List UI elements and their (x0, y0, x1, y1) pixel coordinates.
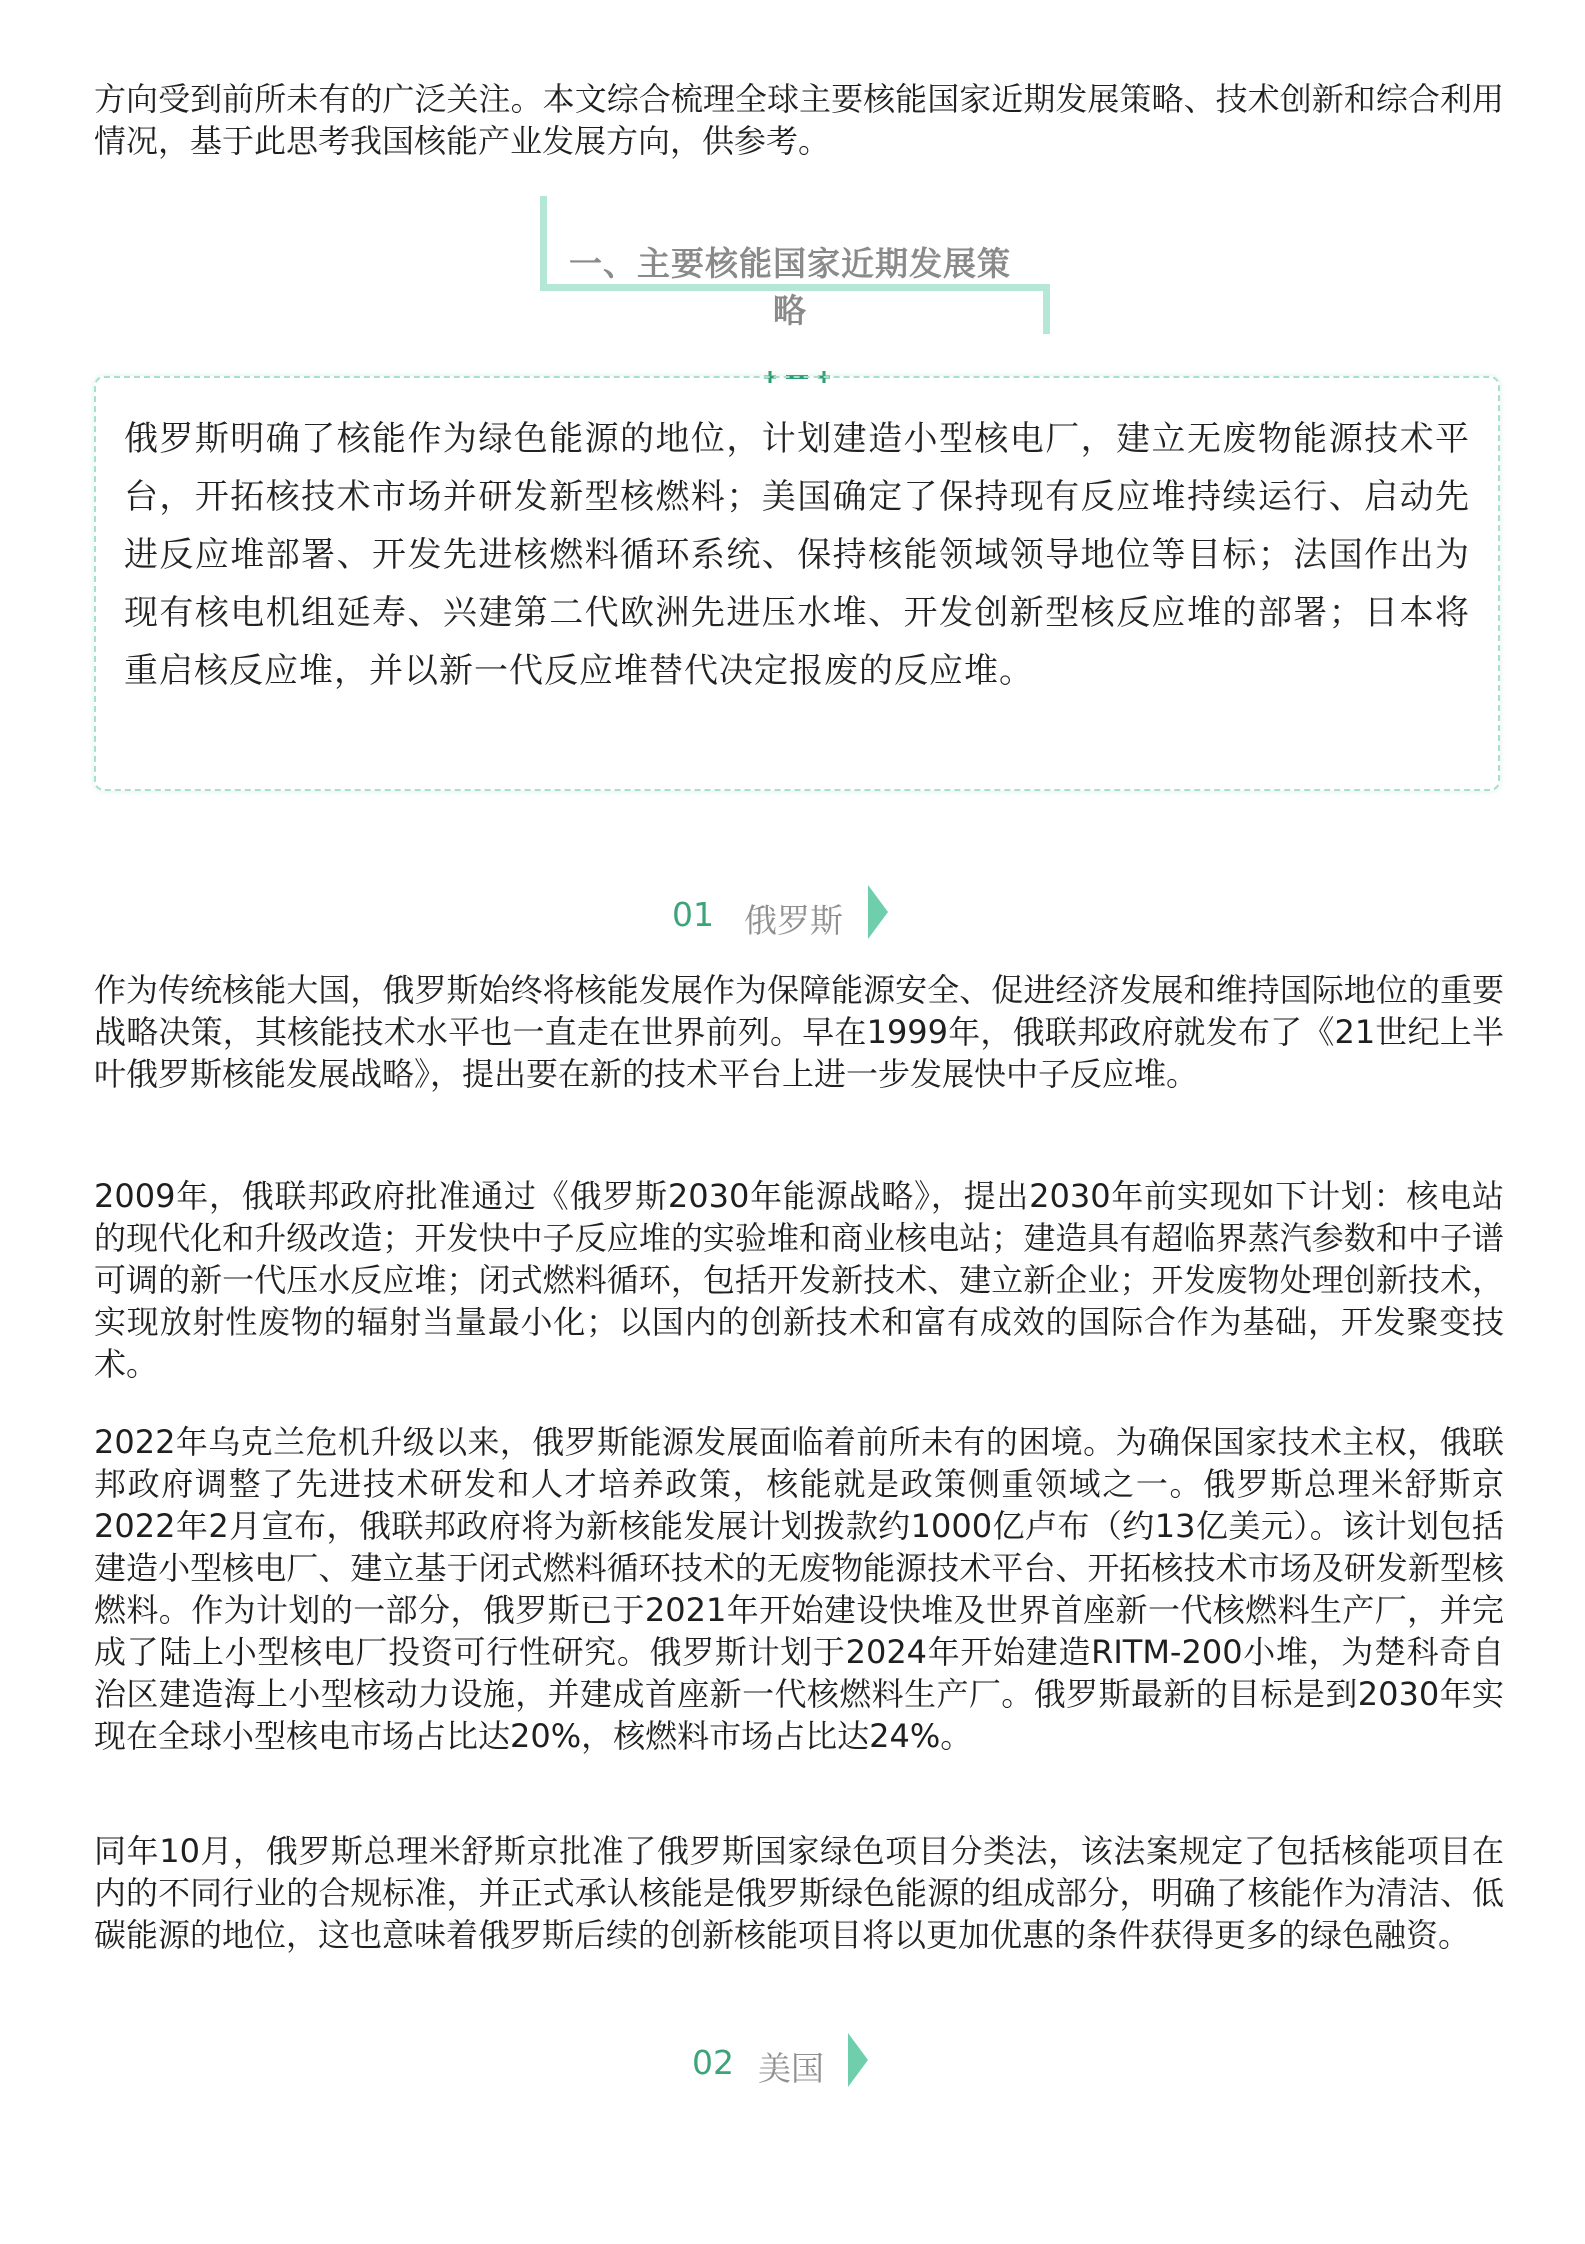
intro-paragraph: 方向受到前所未有的广泛关注。本文综合梳理全球主要核能国家近期发展策略、技术创新和综合利用情况，基于此思考我国核能产业发展方向，供参考。 (94, 80, 1504, 160)
subsection-heading-russia (672, 883, 912, 943)
subsection-number: 02 (692, 2043, 734, 2082)
subsection-number: 01 (672, 895, 714, 934)
subsection-heading-usa (692, 2031, 892, 2091)
russia-paragraph-1: 作为传统核能大国，俄罗斯始终将核能发展作为保障能源安全、促进经济发展和维持国际地位的重要战略决策，其核能技术水平也一直走在世界前列。早在1999年，俄联邦政府就发布了《21世纪上半叶俄罗斯核能发展战略》，提出要在新的技术平台上进一步发展快中子反应堆。 (94, 971, 1504, 1093)
russia-paragraph-3: 2022年乌克兰危机升级以来，俄罗斯能源发展面临着前所未有的困境。为确保国家技术主权，俄联邦政府调整了先进技术研发和人才培养政策，核能就是政策侧重领域之一。俄罗斯总理米舒斯京2022年2月宣布，俄联邦政府将为新核能发展计划拨款约1000亿卢布（约13亿美元）。该计划包括建造小型核电厂、建立基于闭式燃料循环技术的无废物能源技术平台、开拓核技术市场及研发新型核燃料。作为计划的一部分，俄罗斯已于2021年开始建设快堆及世界首座新一代核燃料生产厂，并完成了陆上小型核电厂投资可行性研究。俄罗斯计划于2024年开始建造RITM-200小堆，为楚科奇自治区建造海上小型核动力设施，并建成首座新一代核燃料生产厂。俄罗斯最新的目标是到2030年实现在全球小型核电市场占比达20%，核燃料市场占比达24%。 (94, 1423, 1504, 1755)
arrow-right-icon (866, 883, 890, 941)
subsection-name: 美国 (758, 2049, 824, 2088)
arrow-right-icon (846, 2031, 870, 2089)
section-title: 一、主要核能国家近期发展策略 (569, 244, 1011, 330)
frame-line-left (540, 196, 547, 286)
frame-line-right (1043, 284, 1050, 334)
russia-paragraph-4: 同年10月，俄罗斯总理米舒斯京批准了俄罗斯国家绿色项目分类法，该法案规定了包括核能项目在内的不同行业的合规标准，并正式承认核能是俄罗斯绿色能源的组成部分，明确了核能作为清洁、低碳能源的地位，这也意味着俄罗斯后续的创新核能项目将以更加优惠的条件获得更多的绿色融资。 (94, 1832, 1504, 1954)
section-heading-frame (530, 196, 1060, 338)
subsection-name: 俄罗斯 (744, 901, 843, 940)
summary-callout-text: 俄罗斯明确了核能作为绿色能源的地位，计划建造小型核电厂，建立无废物能源技术平台，开拓核技术市场并研发新型核燃料；美国确定了保持现有反应堆持续运行、启动先进反应堆部署、开发先进核燃料循环系统、保持核能领域领导地位等目标；法国作出为现有核电机组延寿、兴建第二代欧洲先进压水堆、开发创新型核反应堆的部署；日本将重启核反应堆，并以新一代反应堆替代决定报废的反应堆。 (124, 419, 1470, 691)
russia-paragraph-2: 2009年，俄联邦政府批准通过《俄罗斯2030年能源战略》，提出2030年前实现如下计划：核电站的现代化和升级改造；开发快中子反应堆的实验堆和商业核电站；建造具有超临界蒸汽参数和中子谱可调的新一代压水反应堆；闭式燃料循环，包括开发新技术、建立新企业；开发废物处理创新技术，实现放射性废物的辐射当量最小化；以国内的创新技术和富有成效的国际合作为基础，开发聚变技术。 (94, 1177, 1504, 1383)
